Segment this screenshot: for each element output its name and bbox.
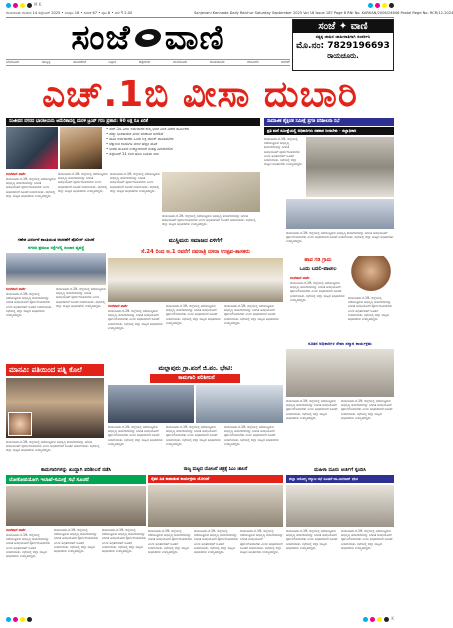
lead-bullet-text: ಹೆಚ್-1ಬಿ ವೀಸಾ ಅರ್ಜಿದಾರರ ಶುಲ್ಕ ಭಾರೀ ಏರಿಕೆ ವಿದೇಶ ಕಾರ್ಮಿಕರು [109, 127, 190, 131]
dateline-left: ರಾಯಚೂರು ಶನಿವಾರ 14 ಸೆಪ್ಟೆಂಬರ್ 2025 • ಸಂಪುಟ 18 • ಸಂಚಿಕೆ 67 • ಪುಟ 8 • ಬೆಲೆ ₹ 2.00 [6, 11, 133, 15]
right-top-photo [306, 137, 394, 197]
right-mid-headline2: ಒಂದು ಬದಲಿ-ಪಾಟೀಲ [299, 266, 337, 272]
ad-city: ರಾಯಚೂರು. [327, 51, 359, 60]
right-mid-text: ರಾಯಚೂರು.ಸೆ.19- ಜಿಲ್ಲೆಯಲ್ಲಿ ನಡೆಯುತ್ತಿರುವ ಅಭಿವೃದ್ಧಿ ಕಾಮಗಾರಿಗಳನ್ನು ನಿಗದಿತ ಅವಧಿಯೊಳಗೆ ಪೂರ್ಣಗೊಳಿಸಬೇಕು ಎಂದು ಅಧಿಕಾರಿಗಳಿಗೆ ಸೂಚನೆ ನೀಡಲಾಯಿತು. ಸಭೆಯಲ್ಲಿ ಜಿಲ್ಲಾ ಮಟ್ಟದ ಅಧಿಕಾರಿಗಳು ಉಪಸ್ಥಿತರಿದ್ದರು. [286, 231, 394, 244]
cyan-mark-icon [368, 3, 373, 8]
left-mid-headline: ಗಣೇಶ ವಿಸರ್ಜನೆ ಶಾಂತಿಯುತ ಆಚರಣೆಗೆ ಪೊಲೀಸ್ ಸೂಚನೆ [17, 237, 95, 243]
lead-photo-trump [6, 127, 58, 169]
lead-bullet-text: ಸೆಪ್ಟೆಂಬರ್ 21 ರಿಂದ ಹೊಸ ನಿಯಮ ಜಾರಿ [109, 152, 159, 156]
bottom-center-text1: ರಾಯಚೂರು.ಸೆ.19- ಜಿಲ್ಲೆಯಲ್ಲಿ ನಡೆಯುತ್ತಿರುವ ಅಭಿವೃದ್ಧಿ ಕಾಮಗಾರಿಗಳನ್ನು ನಿಗದಿತ ಅವಧಿಯೊಳಗೆ ಪೂರ್ಣಗೊಳಿಸಬೇಕು ಎಂದು ಅಧಿಕಾರಿಗಳಿಗೆ ಸೂಚನೆ ನೀಡಲಾಯಿತು. ಸಭೆಯಲ್ಲಿ ಜಿಲ್ಲಾ ಮಟ್ಟದ ಅಧಿಕಾರಿಗಳು ಉಪಸ್ಥಿತರಿದ್ದರು. [148, 529, 192, 555]
bullet-icon: • [106, 152, 110, 156]
registration-marks-top [6, 3, 41, 8]
left-mid-headline2: ನಗರದ ಪ್ರಮುಖ ರಸ್ತೆಗಳಲ್ಲಿ ಸಂಚಾರ ವ್ಯವಸ್ಥೆ [27, 245, 85, 251]
registration-label-bottom: K [391, 616, 394, 622]
victim-inset-photo [8, 412, 32, 436]
bottom-left-text2: ರಾಯಚೂರು.ಸೆ.19- ಜಿಲ್ಲೆಯಲ್ಲಿ ನಡೆಯುತ್ತಿರುವ ಅಭಿವೃದ್ಧಿ ಕಾಮಗಾರಿಗಳನ್ನು ನಿಗದಿತ ಅವಧಿಯೊಳಗೆ ಪೂರ್ಣಗೊಳಿಸಬೇಕು ಎಂದು ಅಧಿಕಾರಿಗಳಿಗೆ ಸೂಚನೆ ನೀಡಲಾಯಿತು. ಸಭೆಯಲ್ಲಿ ಜಿಲ್ಲಾ ಮಟ್ಟದ ಅಧಿಕಾರಿಗಳು ಉಪಸ್ಥಿತರಿದ್ದರು. [54, 528, 98, 554]
bottom-left-text3: ರಾಯಚೂರು.ಸೆ.19- ಜಿಲ್ಲೆಯಲ್ಲಿ ನಡೆಯುತ್ತಿರುವ ಅಭಿವೃದ್ಧಿ ಕಾಮಗಾರಿಗಳನ್ನು ನಿಗದಿತ ಅವಧಿಯೊಳಗೆ ಪೂರ್ಣಗೊಳಿಸಬೇಕು ಎಂದು ಅಧಿಕಾರಿಗಳಿಗೆ ಸೂಚನೆ ನೀಡಲಾಯಿತು. ಸಭೆಯಲ್ಲಿ ಜಿಲ್ಲಾ ಮಟ್ಟದ ಅಧಿಕಾರಿಗಳು ಉಪಸ್ಥಿತರಿದ್ದರು. [102, 528, 146, 554]
region-8: ಬೀದರ್ [281, 60, 290, 64]
bottom-right-photo [286, 485, 394, 527]
lower-center-text1: ರಾಯಚೂರು.ಸೆ.19- ಜಿಲ್ಲೆಯಲ್ಲಿ ನಡೆಯುತ್ತಿರುವ ಅಭಿವೃದ್ಧಿ ಕಾಮಗಾರಿಗಳನ್ನು ನಿಗದಿತ ಅವಧಿಯೊಳಗೆ ಪೂರ್ಣಗೊಳಿಸಬೇಕು ಎಂದು ಅಧಿಕಾರಿಗಳಿಗೆ ಸೂಚನೆ ನೀಡಲಾಯಿತು. ಸಭೆಯಲ್ಲಿ ಜಿಲ್ಲಾ ಮಟ್ಟದ ಅಧಿಕಾರಿಗಳು ಉಪಸ್ಥಿತರಿದ್ದರು. [108, 425, 163, 446]
lead-bullet-list [106, 127, 260, 171]
lower-center-headline: ಮಲ್ಲಾಪುರು ಗ್ರಾ.ಪಂಗೆ ಜಿ.ಪಂ. ಭೇಟಿ: [158, 364, 233, 372]
ad-title: ಸಂಜೆ ✦ ವಾಣಿ [293, 20, 393, 33]
black-mark-icon [27, 617, 32, 622]
region-7: ಕಲಬುರಗಿ [247, 60, 259, 64]
bottom-left-headline2: ಲೋಕೋಪಯೋಗಿ ಇಲಾಖೆ-ಸಮೀಕ್ಷೆ ಸಭೆ ಸೂಚನೆ [6, 475, 146, 484]
yellow-mark-icon [20, 617, 25, 622]
registration-marks-top-right [368, 3, 394, 8]
lower-center-text3: ರಾಯಚೂರು.ಸೆ.19- ಜಿಲ್ಲೆಯಲ್ಲಿ ನಡೆಯುತ್ತಿರುವ ಅಭಿವೃದ್ಧಿ ಕಾಮಗಾರಿಗಳನ್ನು ನಿಗದಿತ ಅವಧಿಯೊಳಗೆ ಪೂರ್ಣಗೊಳಿಸಬೇಕು ಎಂದು ಅಧಿಕಾರಿಗಳಿಗೆ ಸೂಚನೆ ನೀಡಲಾಯಿತು. ಸಭೆಯಲ್ಲಿ ಜಿಲ್ಲಾ ಮಟ್ಟದ ಅಧಿಕಾರಿಗಳು ಉಪಸ್ಥಿತರಿದ್ದರು. [224, 425, 279, 446]
region-5: ಮಂಗಳೂರು [173, 60, 188, 64]
magenta-mark-icon [13, 617, 18, 622]
right-top-headline: ಸಾಮಾಜಿಕ ಶೈಕ್ಷಣಿಕ ಸಮೀಕ್ಷೆ ಪ್ರಗತಿ ಪರಿಶೀಲನಾ ಸಭೆ [264, 118, 394, 126]
right-lower-headline: ನೂತನ ಅಧಿಕಾರಿಗಳ ಸೇವಾ ಸನ್ಮಾನ ಕಾರ್ಯಕ್ರಮ [308, 341, 372, 347]
ad-phone: ಮೊ.ನಂ: 7829196693 [296, 41, 390, 52]
bottom-center-text2: ರಾಯಚೂರು.ಸೆ.19- ಜಿಲ್ಲೆಯಲ್ಲಿ ನಡೆಯುತ್ತಿರುವ ಅಭಿವೃದ್ಧಿ ಕಾಮಗಾರಿಗಳನ್ನು ನಿಗದಿತ ಅವಧಿಯೊಳಗೆ ಪೂರ್ಣಗೊಳಿಸಬೇಕು ಎಂದು ಅಧಿಕಾರಿಗಳಿಗೆ ಸೂಚನೆ ನೀಡಲಾಯಿತು. ಸಭೆಯಲ್ಲಿ ಜಿಲ್ಲಾ ಮಟ್ಟದ ಅಧಿಕಾರಿಗಳು ಉಪಸ್ಥಿತರಿದ್ದರು. [194, 529, 238, 555]
byline-c: ಸಂಜೆವಾಣಿ ವಾರ್ತೆ [108, 304, 128, 308]
region-0: ಬೆಂಗಳೂರು [6, 60, 20, 64]
lead-bullet-text: ಟೆಕ್ನಾಲಜಿ ಕಂಪನಿಗಳ ಮೇಲೆ ಹೆಚ್ಚಿನ ಹೊರೆ [109, 142, 158, 146]
byline-d: ಸಂಜೆವಾಣಿ ವಾರ್ತೆ [290, 276, 310, 280]
region-2: ಹೊಸಪೇಟೆ [73, 60, 86, 64]
red-band-text: ರಾಯಚೂರು.ಸೆ.19- ಜಿಲ್ಲೆಯಲ್ಲಿ ನಡೆಯುತ್ತಿರುವ ಅಭಿವೃದ್ಧಿ ಕಾಮಗಾರಿಗಳನ್ನು ನಿಗದಿತ ಅವಧಿಯೊಳಗೆ ಪೂರ್ಣಗೊಳಿಸಬೇಕು ಎಂದು ಅಧಿಕಾರಿಗಳಿಗೆ ಸೂಚನೆ ನೀಡಲಾಯಿತು. ಸಭೆಯಲ್ಲಿ ಜಿಲ್ಲಾ ಮಟ್ಟದ ಅಧಿಕಾರಿಗಳು ಉಪಸ್ಥಿತರಿದ್ದರು. [6, 440, 100, 453]
lower-center-headline2: ಕಾಮಗಾರಿ ಪರಿಶೀಲನೆ [150, 374, 240, 383]
bullet-icon: • [106, 137, 110, 141]
main-headline: ಎಚ್.1ಬಿ ವೀಸಾ ದುಬಾರಿ [42, 73, 358, 115]
right-mid-portrait [348, 256, 394, 294]
registration-marks-bottom [6, 617, 32, 622]
left-mid-text2: ರಾಯಚೂರು.ಸೆ.19- ಜಿಲ್ಲೆಯಲ್ಲಿ ನಡೆಯುತ್ತಿರುವ ಅಭಿವೃದ್ಧಿ ಕಾಮಗಾರಿಗಳನ್ನು ನಿಗದಿತ ಅವಧಿಯೊಳಗೆ ಪೂರ್ಣಗೊಳಿಸಬೇಕು ಎಂದು ಅಧಿಕಾರಿಗಳಿಗೆ ಸೂಚನೆ ನೀಡಲಾಯಿತು. ಸಭೆಯಲ್ಲಿ ಜಿಲ್ಲಾ ಮಟ್ಟದ ಅಧಿಕಾರಿಗಳು ಉಪಸ್ಥಿತರಿದ್ದರು. [56, 287, 106, 308]
right-lower-photo [286, 349, 394, 397]
lead-subhead: ಸಂಜೀವನ ನಗರದ ಭಾರತೀಯರು ಅಮೆರಿಕಾದಲ್ಲಿ ಮರಳಿ ಟ್ರಂಪ್ ಗರಂ ಪ್ರಹಾರ: 90 ಲಕ್ಷ ರೂ ಏರಿಕೆ [6, 118, 260, 126]
lead-text-col1: ರಾಯಚೂರು.ಸೆ.19- ಜಿಲ್ಲೆಯಲ್ಲಿ ನಡೆಯುತ್ತಿರುವ ಅಭಿವೃದ್ಧಿ ಕಾಮಗಾರಿಗಳನ್ನು ನಿಗದಿತ ಅವಧಿಯೊಳಗೆ ಪೂರ್ಣಗೊಳಿಸಬೇಕು ಎಂದು ಅಧಿಕಾರಿಗಳಿಗೆ ಸೂಚನೆ ನೀಡಲಾಯಿತು. ಸಭೆಯಲ್ಲಿ ಜಿಲ್ಲಾ ಮಟ್ಟದ ಅಧಿಕಾರಿಗಳು ಉಪಸ್ಥಿತರಿದ್ದರು. [6, 177, 56, 198]
region-3: ಬಳ್ಳಾರಿ [108, 60, 117, 64]
ad-title-right: ವಾಣಿ [350, 21, 368, 32]
black-mark-icon [27, 3, 32, 8]
bullet-icon: • [106, 142, 110, 146]
ad-slogan: ಸತ್ಯಕ್ಕ ಜಾಹಿರ ಜಾಹೀರಾತಿಗಾಗಿ ಸಂಪರ್ಕಿಸಿ [315, 34, 371, 39]
cyan-mark-icon [6, 3, 11, 8]
region-4: ಚಿತ್ರದುರ್ಗ [138, 60, 151, 64]
yellow-mark-icon [20, 3, 25, 8]
right-mid-photo-strip [286, 199, 394, 229]
yellow-mark-icon [377, 617, 382, 622]
left-mid-text1: ರಾಯಚೂರು.ಸೆ.19- ಜಿಲ್ಲೆಯಲ್ಲಿ ನಡೆಯುತ್ತಿರುವ ಅಭಿವೃದ್ಧಿ ಕಾಮಗಾರಿಗಳನ್ನು ನಿಗದಿತ ಅವಧಿಯೊಳಗೆ ಪೂರ್ಣಗೊಳಿಸಬೇಕು ಎಂದು ಅಧಿಕಾರಿಗಳಿಗೆ ಸೂಚನೆ ನೀಡಲಾಯಿತು. ಸಭೆಯಲ್ಲಿ ಜಿಲ್ಲಾ ಮಟ್ಟದ ಅಧಿಕಾರಿಗಳು ಉಪಸ್ಥಿತರಿದ್ದರು. [6, 292, 53, 318]
lead-bullet [106, 152, 260, 157]
registration-marks-bottom-right [363, 617, 394, 622]
advertisement-box [292, 19, 394, 71]
dove-logo-icon [135, 29, 161, 47]
lower-center-photo1 [108, 385, 194, 423]
right-mid-text2: ರಾಯಚೂರು.ಸೆ.19- ಜಿಲ್ಲೆಯಲ್ಲಿ ನಡೆಯುತ್ತಿರುವ ಅಭಿವೃದ್ಧಿ ಕಾಮಗಾರಿಗಳನ್ನು ನಿಗದಿತ ಅವಧಿಯೊಳಗೆ ಪೂರ್ಣಗೊಳಿಸಬೇಕು ಎಂದು ಅಧಿಕಾರಿಗಳಿಗೆ ಸೂಚನೆ ನೀಡಲಾಯಿತು. ಸಭೆಯಲ್ಲಿ ಜಿಲ್ಲಾ ಮಟ್ಟದ ಅಧಿಕಾರಿಗಳು ಉಪಸ್ಥಿತರಿದ್ದರು. [290, 281, 345, 302]
bottom-right-text1: ರಾಯಚೂರು.ಸೆ.19- ಜಿಲ್ಲೆಯಲ್ಲಿ ನಡೆಯುತ್ತಿರುವ ಅಭಿವೃದ್ಧಿ ಕಾಮಗಾರಿಗಳನ್ನು ನಿಗದಿತ ಅವಧಿಯೊಳಗೆ ಪೂರ್ಣಗೊಳಿಸಬೇಕು ಎಂದು ಅಧಿಕಾರಿಗಳಿಗೆ ಸೂಚನೆ ನೀಡಲಾಯಿತು. ಸಭೆಯಲ್ಲಿ ಜಿಲ್ಲಾ ಮಟ್ಟದ ಅಧಿಕಾರಿಗಳು ಉಪಸ್ಥಿತರಿದ್ದರು. [286, 529, 338, 550]
ad-title-left: ಸಂಜೆ [318, 21, 336, 32]
magenta-mark-icon [13, 3, 18, 8]
masthead-left: ಸಂಜೆ [71, 17, 131, 58]
cyan-mark-icon [6, 617, 11, 622]
lead-text-col4: ರಾಯಚೂರು.ಸೆ.19- ಜಿಲ್ಲೆಯಲ್ಲಿ ನಡೆಯುತ್ತಿರುವ ಅಭಿವೃದ್ಧಿ ಕಾಮಗಾರಿಗಳನ್ನು ನಿಗದಿತ ಅವಧಿಯೊಳಗೆ ಪೂರ್ಣಗೊಳಿಸಬೇಕು ಎಂದು ಅಧಿಕಾರಿಗಳಿಗೆ ಸೂಚನೆ ನೀಡಲಾಯಿತು. ಸಭೆಯಲ್ಲಿ ಜಿಲ್ಲಾ ಮಟ್ಟದ ಅಧಿಕಾರಿಗಳು ಉಪಸ್ಥಿತರಿದ್ದರು. [162, 214, 256, 227]
lead-text-col2: ರಾಯಚೂರು.ಸೆ.19- ಜಿಲ್ಲೆಯಲ್ಲಿ ನಡೆಯುತ್ತಿರುವ ಅಭಿವೃದ್ಧಿ ಕಾಮಗಾರಿಗಳನ್ನು ನಿಗದಿತ ಅವಧಿಯೊಳಗೆ ಪೂರ್ಣಗೊಳಿಸಬೇಕು ಎಂದು ಅಧಿಕಾರಿಗಳಿಗೆ ಸೂಚನೆ ನೀಡಲಾಯಿತು. ಸಭೆಯಲ್ಲಿ ಜಿಲ್ಲಾ ಮಟ್ಟದ ಅಧಿಕಾರಿಗಳು ಉಪಸ್ಥಿತರಿದ್ದರು. [58, 172, 108, 193]
bottom-left-headline: ಕಾಮಗಾರಿಗಳನ್ನು ಖುದ್ದಾಗಿ ಪರಿಶೀಲನೆ ನಡೆಸಿ [40, 467, 112, 473]
regions-strip [6, 59, 290, 66]
center-mid-text3: ರಾಯಚೂರು.ಸೆ.19- ಜಿಲ್ಲೆಯಲ್ಲಿ ನಡೆಯುತ್ತಿರುವ ಅಭಿವೃದ್ಧಿ ಕಾಮಗಾರಿಗಳನ್ನು ನಿಗದಿತ ಅವಧಿಯೊಳಗೆ ಪೂರ್ಣಗೊಳಿಸಬೇಕು ಎಂದು ಅಧಿಕಾರಿಗಳಿಗೆ ಸೂಚನೆ ನೀಡಲಾಯಿತು. ಸಭೆಯಲ್ಲಿ ಜಿಲ್ಲಾ ಮಟ್ಟದ ಅಧಿಕಾರಿಗಳು ಉಪಸ್ಥಿತರಿದ್ದರು. [224, 304, 279, 325]
bottom-center-text3: ರಾಯಚೂರು.ಸೆ.19- ಜಿಲ್ಲೆಯಲ್ಲಿ ನಡೆಯುತ್ತಿರುವ ಅಭಿವೃದ್ಧಿ ಕಾಮಗಾರಿಗಳನ್ನು ನಿಗದಿತ ಅವಧಿಯೊಳಗೆ ಪೂರ್ಣಗೊಳಿಸಬೇಕು ಎಂದು ಅಧಿಕಾರಿಗಳಿಗೆ ಸೂಚನೆ ನೀಡಲಾಯಿತು. ಸಭೆಯಲ್ಲಿ ಜಿಲ್ಲಾ ಮಟ್ಟದ ಅಧಿಕಾರಿಗಳು ಉಪಸ್ಥಿತರಿದ್ದರು. [240, 529, 283, 555]
region-1: ಹುಬ್ಬಳ್ಳಿ [41, 60, 51, 64]
dateline-right: Sanjevani Kannada Daily Raichur Saturday September 2025 Vol 18 Issue 187 Page 8 RNI No. KARKAN/2006/24646 Postal Regd No: RCR/12-2024 [194, 11, 453, 15]
black-mark-icon [389, 3, 394, 8]
registration-label: M K [34, 2, 42, 8]
center-mid-text1: ರಾಯಚೂರು.ಸೆ.19- ಜಿಲ್ಲೆಯಲ್ಲಿ ನಡೆಯುತ್ತಿರುವ ಅಭಿವೃದ್ಧಿ ಕಾಮಗಾರಿಗಳನ್ನು ನಿಗದಿತ ಅವಧಿಯೊಳಗೆ ಪೂರ್ಣಗೊಳಿಸಬೇಕು ಎಂದು ಅಧಿಕಾರಿಗಳಿಗೆ ಸೂಚನೆ ನೀಡಲಾಯಿತು. ಸಭೆಯಲ್ಲಿ ಜಿಲ್ಲಾ ಮಟ್ಟದ ಅಧಿಕಾರಿಗಳು ಉಪಸ್ಥಿತರಿದ್ದರು. [108, 309, 163, 330]
bottom-center-photo [148, 485, 283, 527]
magenta-mark-icon [370, 617, 375, 622]
cyan-mark-icon [363, 617, 368, 622]
masthead-right: ವಾಣಿ [164, 17, 225, 58]
magenta-mark-icon [375, 3, 380, 8]
center-mid-text2: ರಾಯಚೂರು.ಸೆ.19- ಜಿಲ್ಲೆಯಲ್ಲಿ ನಡೆಯುತ್ತಿರುವ ಅಭಿವೃದ್ಧಿ ಕಾಮಗಾರಿಗಳನ್ನು ನಿಗದಿತ ಅವಧಿಯೊಳಗೆ ಪೂರ್ಣಗೊಳಿಸಬೇಕು ಎಂದು ಅಧಿಕಾರಿಗಳಿಗೆ ಸೂಚನೆ ನೀಡಲಾಯಿತು. ಸಭೆಯಲ್ಲಿ ಜಿಲ್ಲಾ ಮಟ್ಟದ ಅಧಿಕಾರಿಗಳು ಉಪಸ್ಥಿತರಿದ್ದರು. [166, 304, 221, 325]
bottom-left-text1: ರಾಯಚೂರು.ಸೆ.19- ಜಿಲ್ಲೆಯಲ್ಲಿ ನಡೆಯುತ್ತಿರುವ ಅಭಿವೃದ್ಧಿ ಕಾಮಗಾರಿಗಳನ್ನು ನಿಗದಿತ ಅವಧಿಯೊಳಗೆ ಪೂರ್ಣಗೊಳಿಸಬೇಕು ಎಂದು ಅಧಿಕಾರಿಗಳಿಗೆ ಸೂಚನೆ ನೀಡಲಾಯಿತು. ಸಭೆಯಲ್ಲಿ ಜಿಲ್ಲಾ ಮಟ್ಟದ ಅಧಿಕಾರಿಗಳು ಉಪಸ್ಥಿತರಿದ್ದರು. [6, 533, 50, 559]
bottom-right-headline2: ಜಿಲ್ಲಾ ಅರೋಗ್ಯ ಕಲ್ಯಾಣ ಸಭೆ ಸೂಚನೆ-ಡಾ.ನಾಗರಾಜ್ ಭೇಟಿ [286, 475, 394, 483]
right-mid-headline: ಹಾವ ಗಡಿ ಗ್ರಾಮ [304, 257, 332, 263]
lower-center-text2: ರಾಯಚೂರು.ಸೆ.19- ಜಿಲ್ಲೆಯಲ್ಲಿ ನಡೆಯುತ್ತಿರುವ ಅಭಿವೃದ್ಧಿ ಕಾಮಗಾರಿಗಳನ್ನು ನಿಗದಿತ ಅವಧಿಯೊಳಗೆ ಪೂರ್ಣಗೊಳಿಸಬೇಕು ಎಂದು ಅಧಿಕಾರಿಗಳಿಗೆ ಸೂಚನೆ ನೀಡಲಾಯಿತು. ಸಭೆಯಲ್ಲಿ ಜಿಲ್ಲಾ ಮಟ್ಟದ ಅಧಿಕಾರಿಗಳು ಉಪಸ್ಥಿತರಿದ್ದರು. [166, 425, 221, 446]
lead-text-col3: ರಾಯಚೂರು.ಸೆ.19- ಜಿಲ್ಲೆಯಲ್ಲಿ ನಡೆಯುತ್ತಿರುವ ಅಭಿವೃದ್ಧಿ ಕಾಮಗಾರಿಗಳನ್ನು ನಿಗದಿತ ಅವಧಿಯೊಳಗೆ ಪೂರ್ಣಗೊಳಿಸಬೇಕು ಎಂದು ಅಧಿಕಾರಿಗಳಿಗೆ ಸೂಚನೆ ನೀಡಲಾಯಿತು. ಸಭೆಯಲ್ಲಿ ಜಿಲ್ಲಾ ಮಟ್ಟದ ಅಧಿಕಾರಿಗಳು ಉಪಸ್ಥಿತರಿದ್ದರು. [110, 172, 160, 193]
byline-a: ಸಂಜೆವಾಣಿ ವಾರ್ತೆ [6, 172, 26, 176]
right-lower-text1: ರಾಯಚೂರು.ಸೆ.19- ಜಿಲ್ಲೆಯಲ್ಲಿ ನಡೆಯುತ್ತಿರುವ ಅಭಿವೃದ್ಧಿ ಕಾಮಗಾರಿಗಳನ್ನು ನಿಗದಿತ ಅವಧಿಯೊಳಗೆ ಪೂರ್ಣಗೊಳಿಸಬೇಕು ಎಂದು ಅಧಿಕಾರಿಗಳಿಗೆ ಸೂಚನೆ ನೀಡಲಾಯಿತು. ಸಭೆಯಲ್ಲಿ ಜಿಲ್ಲಾ ಮಟ್ಟದ ಅಧಿಕಾರಿಗಳು ಉಪಸ್ಥಿತರಿದ್ದರು. [286, 399, 338, 420]
black-mark-icon [384, 617, 389, 622]
center-mid-headline: ಮುಸ್ಲಿಮರು ಸಮಾಜದ ಏಳಿಗೆಗೆ [168, 238, 223, 245]
right-top-text: ರಾಯಚೂರು.ಸೆ.19- ಜಿಲ್ಲೆಯಲ್ಲಿ ನಡೆಯುತ್ತಿರುವ ಅಭಿವೃದ್ಧಿ ಕಾಮಗಾರಿಗಳನ್ನು ನಿಗದಿತ ಅವಧಿಯೊಳಗೆ ಪೂರ್ಣಗೊಳಿಸಬೇಕು ಎಂದು ಅಧಿಕಾರಿಗಳಿಗೆ ಸೂಚನೆ ನೀಡಲಾಯಿತು. ಸಭೆಯಲ್ಲಿ ಜಿಲ್ಲಾ ಮಟ್ಟದ ಅಧಿಕಾರಿಗಳು ಉಪಸ್ಥಿತರಿದ್ದರು. [264, 137, 303, 167]
lead-photo-3 [162, 172, 260, 212]
byline-e: ಸಂಜೆವಾಣಿ ವಾರ್ತೆ [6, 528, 26, 532]
bottom-right-text2: ರಾಯಚೂರು.ಸೆ.19- ಜಿಲ್ಲೆಯಲ್ಲಿ ನಡೆಯುತ್ತಿರುವ ಅಭಿವೃದ್ಧಿ ಕಾಮಗಾರಿಗಳನ್ನು ನಿಗದಿತ ಅವಧಿಯೊಳಗೆ ಪೂರ್ಣಗೊಳಿಸಬೇಕು ಎಂದು ಅಧಿಕಾರಿಗಳಿಗೆ ಸೂಚನೆ ನೀಡಲಾಯಿತು. ಸಭೆಯಲ್ಲಿ ಜಿಲ್ಲಾ ಮಟ್ಟದ ಅಧಿಕಾರಿಗಳು ಉಪಸ್ಥಿತರಿದ್ದರು. [341, 529, 393, 550]
right-mid-text3: ರಾಯಚೂರು.ಸೆ.19- ಜಿಲ್ಲೆಯಲ್ಲಿ ನಡೆಯುತ್ತಿರುವ ಅಭಿವೃದ್ಧಿ ಕಾಮಗಾರಿಗಳನ್ನು ನಿಗದಿತ ಅವಧಿಯೊಳಗೆ ಪೂರ್ಣಗೊಳಿಸಬೇಕು ಎಂದು ಅಧಿಕಾರಿಗಳಿಗೆ ಸೂಚನೆ ನೀಡಲಾಯಿತು. ಸಭೆಯಲ್ಲಿ ಜಿಲ್ಲಾ ಮಟ್ಟದ ಅಧಿಕಾರಿಗಳು ಉಪಸ್ಥಿತರಿದ್ದರು. [348, 296, 392, 322]
bottom-center-headline: ರಾಜ್ಯ ಮಟ್ಟದ ಯೋಜನೆ ಚಿತ್ರಕ್ಕೆ ಸಿಎಂ ಚಾಲನೆ [183, 467, 248, 473]
bottom-center-headline2: ರೈತರ ಹಿತ ಕಾಪಾಡುವ ಕಾರ್ಯಕ್ರಮ ಯೋಜನೆ [148, 475, 283, 483]
byline-b: ಸಂಜೆವಾಣಿ ವಾರ್ತೆ [6, 287, 26, 291]
red-band-headline: ಮಾನವಿ: ಪತಿಯಿಂದ ಪತ್ನಿ ಕೊಲೆ [6, 364, 104, 376]
lead-bullet-text: ಹೊಸ ಅರ್ಜಿದಾರರು ಒಂದು ಲಕ್ಷ ಡಾಲರ್ ಪಾವತಿಸಬೇಕು [109, 137, 174, 141]
bottom-right-headline: ಮಹಿಳಾ ದೂರು ಅರ್ಜಿಗೆ ಸ್ಪಂದಿಸಿ [314, 467, 366, 473]
center-mid-headline2: ಸೆ.24 ರಿಂದ ಅ.1 ರವರೆಗೆ ನವರಾತ್ರಿ ದಸರಾ ಉತ್ಸವ-ಶಾಸಕರು [141, 248, 250, 255]
lead-photo-2 [60, 127, 102, 169]
right-top-subhead: ಪ್ರತಿ ಮನೆ ಸಮೀಕ್ಷೆಯಲ್ಲಿ ಅಧಿಕಾರಿಗಳು ಸಹಕಾರ ನೀಡಬೇಕು - ಜಿಲ್ಲಾಧಿಕಾರಿ [264, 127, 394, 135]
center-mid-photo [108, 258, 283, 302]
bullet-icon: • [106, 147, 110, 151]
bullet-icon: • [106, 127, 110, 131]
right-lower-text2: ರಾಯಚೂರು.ಸೆ.19- ಜಿಲ್ಲೆಯಲ್ಲಿ ನಡೆಯುತ್ತಿರುವ ಅಭಿವೃದ್ಧಿ ಕಾಮಗಾರಿಗಳನ್ನು ನಿಗದಿತ ಅವಧಿಯೊಳಗೆ ಪೂರ್ಣಗೊಳಿಸಬೇಕು ಎಂದು ಅಧಿಕಾರಿಗಳಿಗೆ ಸೂಚನೆ ನೀಡಲಾಯಿತು. ಸಭೆಯಲ್ಲಿ ಜಿಲ್ಲಾ ಮಟ್ಟದ ಅಧಿಕಾರಿಗಳು ಉಪಸ್ಥಿತರಿದ್ದರು. [341, 399, 393, 420]
lead-bullet-text: ಭಾರತ ಮೂಲದ ಉದ್ಯೋಗಿಗಳಿಗೆ ಸಂಕಷ್ಟ ಎದುರಾಗಲಿದೆ [109, 147, 173, 151]
lower-center-photo2 [196, 385, 283, 423]
bottom-left-photo [6, 486, 146, 526]
yellow-mark-icon [382, 3, 387, 8]
region-6: ರಾಯಚೂರು [209, 60, 225, 64]
masthead [6, 19, 290, 57]
lead-bullet-text: ಹೆಚ್ಚು ಭಾರತೀಯರ ಮೇಲೆ ಪರಿಣಾಮ ಬೀರಲಿದೆ [109, 132, 164, 136]
left-mid-photo [6, 253, 106, 285]
bullet-icon: • [106, 132, 110, 136]
